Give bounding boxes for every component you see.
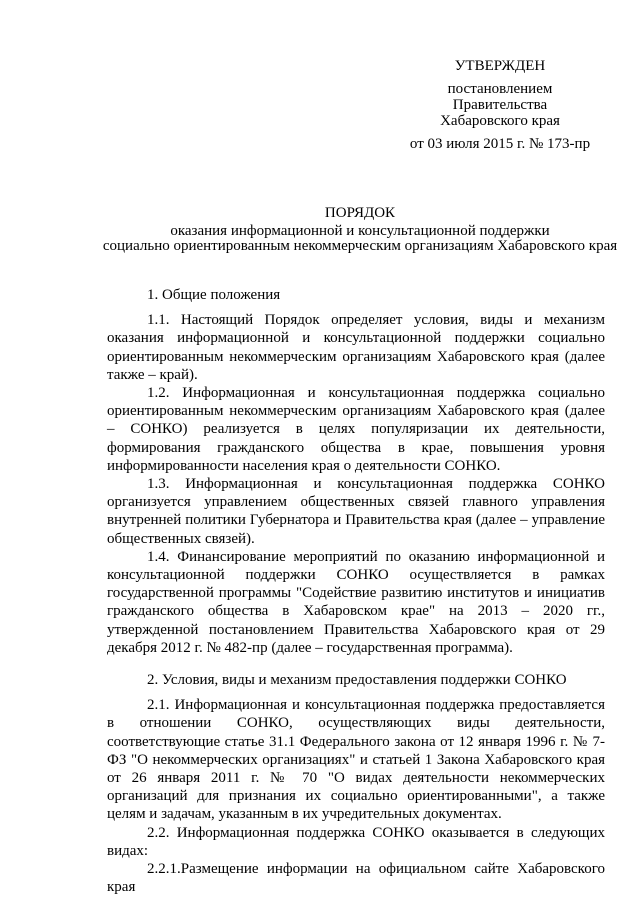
document-body (107, 286, 605, 897)
approval-line-1: постановлением (447, 81, 553, 97)
section-heading-1: 1. Общие положения (147, 287, 281, 303)
approval-line-2: Правительства (452, 97, 548, 113)
paragraph-1-3: 1.3. Информационная и консультационная поддержка СОНКО организуется управлением общественных связей главного управления внутренней политики Губернатора и Правительства края (далее – управление общественных связей). (107, 476, 605, 547)
paragraph-1-1: 1.1. Настоящий Порядок определяет условия, виды и механизм оказания информационной и консультационной поддержки социально ориентированным некоммерческим организациям Хабаровского края (далее также – край). (107, 312, 605, 383)
document-title: ПОРЯДОК (324, 205, 396, 221)
approval-date: от 03 июля 2015 г. № 173-пр (409, 136, 591, 152)
paragraph-1-2: 1.2. Информационная и консультационная поддержка социально ориентированным некоммерческим организациям Хабаровского края (далее – СОНКО) реализуется в целях популяризации их деятельности, формирования гражданского общества в крае, повышения уровня информированности населения края о деятельности СОНКО. (107, 385, 605, 474)
approval-stamp (400, 58, 600, 152)
paragraph-2-1: 2.1. Информационная и консультационная поддержка предоставляется в отношении СОНКО, осуществляющих виды деятельности, соответствующие статье 31.1 Федерального закона от 12 января 1996 г. № 7-ФЗ "О некоммерческих организациях" и статьей 1 Закона Хабаровского края от 26 января 2011 г. № 70 "О видах деятельности некоммерческих организаций для признания их социально ориентированными", а также целям и задачам, указанным в их учредительных документах. (107, 697, 605, 823)
paragraph-2-2: 2.2. Информационная поддержка СОНКО оказывается в следующих видах: (107, 824, 605, 859)
paragraph-2-2-1: 2.2.1.Размещение информации на официальном сайте Хабаровского края (107, 861, 605, 896)
document-subtitle-line-1: оказания информационной и консультационной поддержки (170, 223, 550, 239)
document-subtitle-line-2: социально ориентированным некоммерческим организациям Хабаровского края (102, 238, 618, 254)
approval-title: УТВЕРЖДЕН (454, 58, 546, 74)
paragraph-1-4: 1.4. Финансирование мероприятий по оказанию информационной и консультационной поддержки СОНКО осуществляется в рамках государственной программы "Содействие развитию институтов и инициатив гражданского общества в Хабаровском крае" на 2013 – 2020 гг., утвержденной постановлением Правительства Хабаровского края от 29 декабря 2012 г. № 482-пр (далее – государственная программа). (107, 548, 605, 656)
approval-line-3: Хабаровского края (440, 113, 560, 129)
section-heading-2: 2. Условия, виды и механизм предоставления поддержки СОНКО (147, 672, 567, 689)
